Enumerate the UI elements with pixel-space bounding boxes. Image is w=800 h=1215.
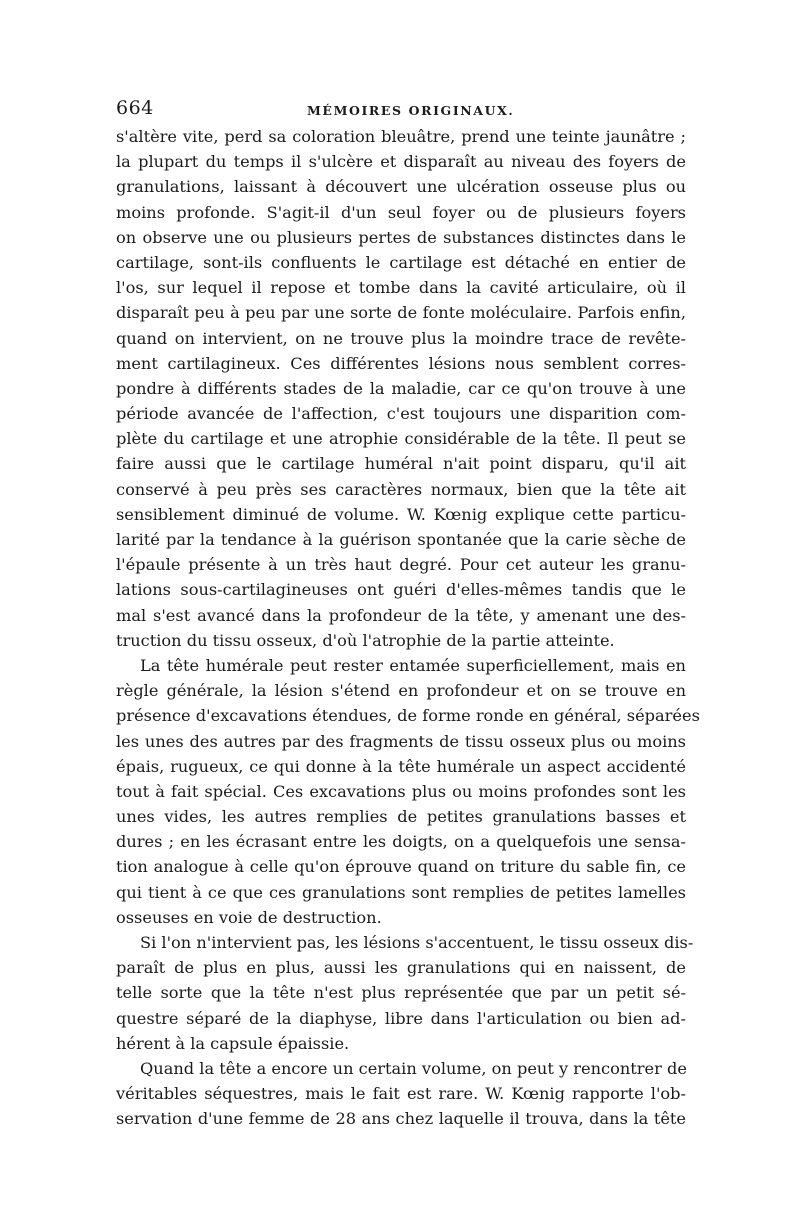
- paragraph-first-line: Si l'on n'intervient pas, les lésions s'accentuent, le tissu osseux dis-: [140, 933, 694, 952]
- text-line: l'os, sur lequel il repose et tombe dans la cavité articulaire, où il: [116, 278, 686, 298]
- text-line: on observe une ou plusieurs pertes de substances distinctes dans le: [116, 227, 686, 247]
- text-line: telle sorte que la tête n'est plus représentée que par un petit sé-: [116, 983, 686, 1003]
- page-number: 664: [116, 97, 154, 119]
- text-line: tion analogue à celle qu'on éprouve quand on triture du sable fin, ce: [116, 857, 686, 877]
- text-line: la plupart du temps il s'ulcère et disparaît au niveau des foyers de: [116, 152, 686, 172]
- running-title: MÉMOIRES ORIGINAUX.: [307, 103, 515, 118]
- text-line: larité par la tendance à la guérison spontanée que la carie sèche de: [116, 530, 686, 549]
- text-line: pondre à différents stades de la maladie, car ce qu'on trouve à une: [116, 378, 686, 398]
- text-line: tout à fait spécial. Ces excavations plus ou moins profondes sont les: [116, 781, 686, 801]
- text-line: l'épaule présente à un très haut degré. Pour cet auteur les granu-: [116, 555, 686, 575]
- text-line: cartilage, sont-ils confluents le cartilage est détaché en entier de: [116, 252, 686, 272]
- text-line: unes vides, les autres remplies de petites granulations basses et: [116, 807, 686, 827]
- paragraph-last-line: osseuses en voie de destruction.: [116, 907, 382, 927]
- text-line: faire aussi que le cartilage huméral n'ait point disparu, qu'il ait: [116, 454, 686, 474]
- text-line: qui tient à ce que ces granulations sont remplies de petites lamelles: [116, 882, 686, 902]
- text-line: sensiblement diminué de volume. W. Kœnig explique cette particu-: [116, 504, 686, 524]
- text-line: questre séparé de la diaphyse, libre dans l'articulation ou bien ad-: [116, 1008, 686, 1028]
- text-line: mal s'est avancé dans la profondeur de la tête, y amenant une des-: [116, 605, 686, 625]
- paragraph-last-line: truction du tissu osseux, d'où l'atrophie de la partie atteinte.: [116, 630, 615, 650]
- text-line: période avancée de l'affection, c'est toujours une disparition com-: [116, 404, 686, 424]
- text-line: véritables séquestres, mais le fait est rare. W. Kœnig rapporte l'ob-: [116, 1084, 686, 1104]
- text-line: ment cartilagineux. Ces différentes lésions nous semblent corres-: [116, 353, 686, 373]
- paragraph-first-line: La tête humérale peut rester entamée superficiellement, mais en: [140, 655, 686, 675]
- text-line: présence d'excavations étendues, de forme ronde en général, séparées: [116, 706, 700, 726]
- text-line: épais, rugueux, ce qui donne à la tête humérale un aspect accidenté: [116, 756, 686, 776]
- body-text: [116, 124, 700, 1132]
- text-line: plète du cartilage et une atrophie considérable de la tête. Il peut se: [116, 429, 686, 449]
- text-line: granulations, laissant à découvert une ulcération osseuse plus ou: [116, 177, 686, 197]
- text-line: disparaît peu à peu par une sorte de fonte moléculaire. Parfois enfin,: [116, 303, 686, 323]
- text-line: quand on intervient, on ne trouve plus la moindre trace de revête-: [116, 328, 686, 348]
- text-line: servation d'une femme de 28 ans chez laquelle il trouva, dans la tête: [116, 1109, 686, 1129]
- text-line: règle générale, la lésion s'étend en profondeur et on se trouve en: [116, 681, 686, 701]
- text-line: s'altère vite, perd sa coloration bleuâtre, prend une teinte jaunâtre ;: [116, 127, 686, 146]
- text-line: conservé à peu près ses caractères normaux, bien que la tête ait: [116, 479, 686, 499]
- text-line: paraît de plus en plus, aussi les granulations qui en naissent, de: [116, 958, 686, 978]
- text-line: moins profonde. S'agit-il d'un seul foyer ou de plusieurs foyers: [116, 202, 686, 222]
- page-header: [116, 97, 686, 121]
- paragraph-last-line: hérent à la capsule épaissie.: [116, 1033, 350, 1053]
- text-line: lations sous-cartilagineuses ont guéri d'elles-mêmes tandis que le: [116, 580, 686, 600]
- text-line: dures ; en les écrasant entre les doigts, on a quelquefois une sensa-: [116, 832, 686, 852]
- paragraph-first-line: Quand la tête a encore un certain volume, on peut y rencontrer de: [140, 1058, 687, 1078]
- text-line: les unes des autres par des fragments de tissu osseux plus ou moins: [116, 731, 686, 751]
